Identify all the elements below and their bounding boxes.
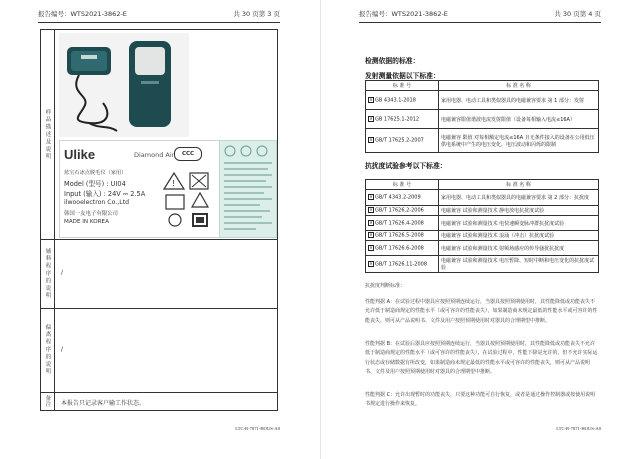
checkbox-checked-icon: ✕	[369, 115, 373, 121]
immunity-title: 抗扰度试验参考以下标准：	[365, 162, 447, 170]
table-row	[366, 190, 599, 206]
standard-number: GB/T 17626.6-2008	[375, 245, 424, 252]
row-value: 本报告只记录客户输工作状态。	[61, 400, 146, 407]
emission-standards-table	[365, 80, 599, 153]
table-row	[366, 129, 599, 153]
criterion-b: 性能判据 B：在试验后器具应按照预期连续运行，当器具按照预期使用时，其性能降低或功能丧失不允许低于制造商规定的性能水平（或可容许的性能丧失），在试验过程中，性能下降是允许的，但不允许实际运行状态或存储数据有所改变，如果制造商未规定最低的性能水平或可容许的性能丧失，则可从产品说明书、文件及用户按照预期使用时对器具的合理期望中推断。	[365, 341, 598, 376]
remarks-row	[41, 392, 277, 411]
table-row	[366, 231, 599, 241]
table-row	[366, 91, 599, 110]
table-row	[366, 216, 599, 231]
table-row	[366, 206, 599, 216]
checkbox-checked-icon: ✕	[369, 244, 373, 250]
sample-row	[41, 30, 277, 240]
immunity-standards-table	[365, 179, 599, 273]
table-row	[366, 256, 599, 273]
product-info-panel	[219, 140, 277, 238]
criterion-a: 性能判据 A：在试验过程中器具应按照预期连续运行，当器具按照预期使用时，其性能降低或功能丧失不允许低于制造商规定的性能水平（或可容许的性能丧失），如果制造商未规定最低的性能水平或可容许的性能丧失，则可从产品说明书、文件及用户按照预期使用时对器具的合理期望中推断。	[365, 299, 598, 324]
checkbox-checked-icon: ✕	[369, 137, 373, 143]
product-photo	[59, 33, 189, 137]
table-row	[366, 110, 599, 129]
standard-name: 电磁兼容 限值 对每相额定电流≤16A 且无条件接入的设备在公用低压供电系统中产生的电压变化、电压波动和闪烁的限制	[439, 129, 599, 153]
standard-number: GB 4343.1-2018	[375, 97, 416, 104]
standard-name: 电磁兼容 试验和测量技术 射频场感应的传导骚扰抗扰度	[439, 241, 599, 256]
standard-name: 电磁兼容 试验和测量技术 浪涌（冲击）抗扰度试验	[439, 231, 599, 241]
checkbox-checked-icon: ✕	[369, 232, 373, 238]
standard-number: GB/T 4343.2-2009	[375, 194, 421, 201]
input-line: Input (输入) : 24V ⎓ 2.5A	[64, 190, 146, 198]
checkbox-checked-icon: ✕	[369, 260, 373, 266]
table-header-row	[366, 180, 599, 190]
ccc-mark-icon: CCC	[174, 147, 202, 161]
page-footer: LTC-R-7071-HOUS-A0	[235, 426, 280, 431]
brand-logo: Ulike	[64, 147, 96, 162]
row-value: /	[61, 346, 64, 353]
column-header: 标 准 号	[366, 180, 439, 190]
product-name-cn: 蓝宝石冰点脱毛仪（家用）	[64, 170, 127, 176]
row-value: /	[61, 269, 64, 276]
column-header: 标 准 名 称	[439, 81, 599, 91]
emission-title: 发射测量依据以下标准：	[365, 72, 440, 80]
sample-description-table	[40, 29, 278, 411]
page-header	[38, 6, 280, 23]
svg-text:!: !	[172, 179, 176, 188]
checkbox-checked-icon: ✕	[369, 207, 373, 213]
standard-name: 电磁兼容 试验和测量技术 静电放电抗扰度试验	[439, 206, 599, 216]
standard-name: 家用电器、电动工具和类似器具的电磁兼容要求 第 2 部分：抗扰度	[439, 190, 599, 206]
standard-name: 电磁兼容限值谐波电流发射限值（设备每相输入电流≤16A）	[439, 110, 599, 129]
criterion-c: 性能判据 C：允许出现暂时的功能丧失，只要这种功能可自行恢复，或者是通过操作控制器或按使用说明书规定进行操作来恢复。	[365, 392, 596, 408]
standard-number: GB 17625.1-2012	[375, 116, 420, 123]
checkbox-checked-icon: ✕	[369, 194, 373, 200]
column-header: 标 准 名 称	[439, 180, 599, 190]
model-name: Diamond Air	[134, 151, 175, 159]
page-count: 共 30 页第 4 页	[554, 10, 601, 18]
row-label: 样品描述及说明	[41, 30, 55, 239]
row-label: 辅料程序的说明	[41, 239, 55, 308]
certification-icons	[160, 171, 216, 229]
row-label: 偏离程序的说明	[41, 308, 55, 392]
report-number: 报告编号：WTS2021-3862-E	[359, 10, 448, 18]
standard-number: GB/T 17626.5-2008	[375, 232, 424, 239]
standard-name: 电磁兼容 试验和测量技术 电压暂降、短时中断和电压变化的抗扰度试验	[439, 256, 599, 273]
deviation-procedure-row	[41, 308, 277, 393]
standard-name: 家用电器、电动工具和类似器具的电磁兼容要求 第 1 部分：发射	[439, 91, 599, 110]
page-footer: LTC-R-7071-HOUS-A0	[556, 426, 601, 431]
standard-number: GB/T 17626.2-2006	[375, 207, 424, 214]
page-header	[359, 6, 601, 23]
report-number: 报告编号：WTS2021-3862-E	[38, 10, 127, 18]
criteria-title: 抗扰度判断标准：	[365, 283, 406, 289]
company-cn: 韩国一友电子有限公司	[64, 211, 118, 217]
model-line: Model (型号) : UI04	[64, 180, 126, 188]
page-count: 共 30 页第 3 页	[233, 10, 280, 18]
made-in: MADE IN KOREA	[64, 219, 109, 225]
company-en: ilwooelectron Co.,Ltd	[64, 199, 130, 206]
row-label: 备注	[41, 392, 55, 411]
auxiliary-procedure-row	[41, 239, 277, 309]
standard-name: 电磁兼容 试验和测量技术 电快速瞬变脉冲群抗扰度试验	[439, 216, 599, 231]
standard-number: GB/T 17625.2-2007	[375, 137, 424, 144]
product-label-sticker	[59, 140, 221, 238]
standard-number: GB/T 17626.4-2008	[375, 220, 424, 227]
table-header-row	[366, 81, 599, 91]
standard-number: GB/T 17626.11-2008	[375, 261, 428, 268]
checkbox-checked-icon: ✕	[369, 219, 373, 225]
checkbox-checked-icon: ✕	[369, 96, 373, 102]
section-title: 检测依据的标准：	[365, 57, 420, 65]
column-header: 标 准 号	[366, 81, 439, 91]
report-page-4	[320, 0, 640, 459]
table-row	[366, 241, 599, 256]
